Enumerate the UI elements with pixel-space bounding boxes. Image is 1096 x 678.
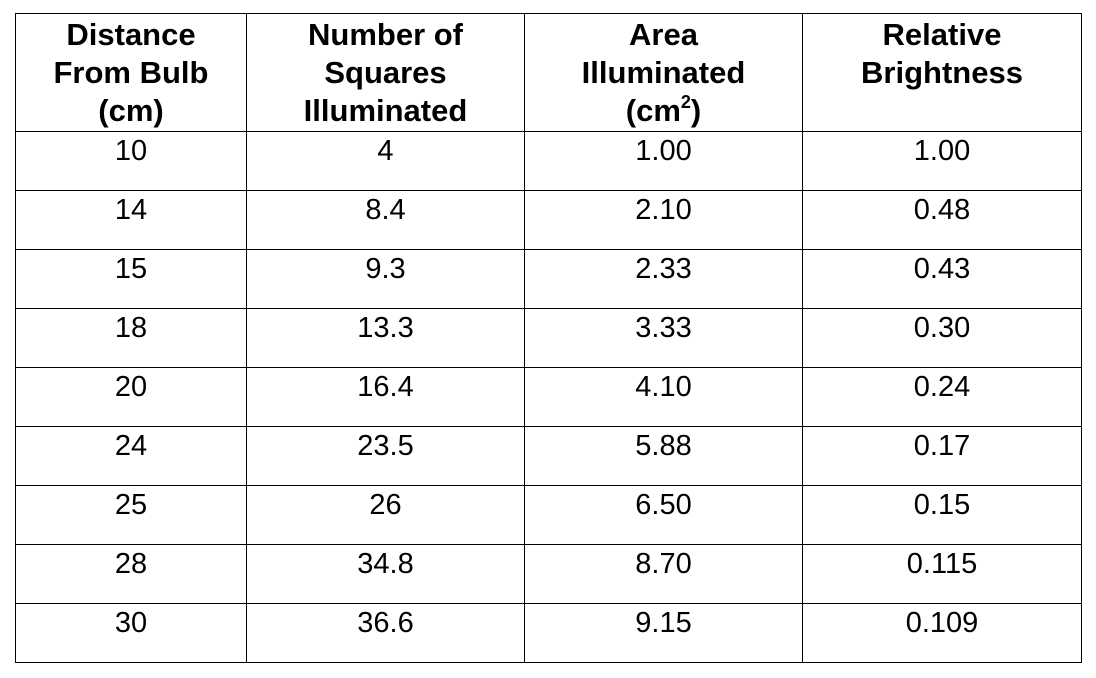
header-area: [525, 14, 803, 132]
squares-cell: 4: [247, 132, 525, 191]
distance-cell: 28: [16, 545, 247, 604]
area-cell: 9.15: [525, 604, 803, 663]
header-area-line-1: Area: [629, 17, 698, 52]
header-row: [16, 14, 1082, 132]
area-cell: 2.10: [525, 191, 803, 250]
brightness-cell: 0.115: [803, 545, 1082, 604]
squares-cell: 9.3: [247, 250, 525, 309]
squares-cell: 34.8: [247, 545, 525, 604]
brightness-cell: 1.00: [803, 132, 1082, 191]
table-row: [16, 250, 1082, 309]
header-squares: [247, 14, 525, 132]
area-cell: 4.10: [525, 368, 803, 427]
area-cell: 1.00: [525, 132, 803, 191]
header-area-line-2: Illuminated: [581, 55, 746, 90]
distance-cell: 30: [16, 604, 247, 663]
table-row: [16, 486, 1082, 545]
brightness-cell: 0.24: [803, 368, 1082, 427]
header-area-unit-exponent: 2: [680, 91, 691, 112]
brightness-cell: 0.15: [803, 486, 1082, 545]
squares-cell: 36.6: [247, 604, 525, 663]
area-cell: 5.88: [525, 427, 803, 486]
header-area-unit-close: ): [690, 93, 702, 128]
header-squares-line-2: Squares: [324, 55, 447, 90]
area-cell: 8.70: [525, 545, 803, 604]
brightness-cell: 0.48: [803, 191, 1082, 250]
header-squares-line-3: Illuminated: [303, 93, 468, 128]
distance-cell: 14: [16, 191, 247, 250]
distance-cell: 25: [16, 486, 247, 545]
distance-cell: 10: [16, 132, 247, 191]
area-cell: 3.33: [525, 309, 803, 368]
data-table: [15, 13, 1082, 663]
brightness-cell: 0.17: [803, 427, 1082, 486]
header-distance-line-2: From Bulb: [53, 55, 209, 90]
distance-cell: 24: [16, 427, 247, 486]
header-brightness-line-1: Relative: [882, 17, 1002, 52]
table-row: [16, 545, 1082, 604]
squares-cell: 8.4: [247, 191, 525, 250]
brightness-cell: 0.109: [803, 604, 1082, 663]
header-distance-line-1: Distance: [66, 17, 196, 52]
table-body: [16, 132, 1082, 663]
area-cell: 2.33: [525, 250, 803, 309]
table-row: [16, 427, 1082, 486]
header-brightness: [803, 14, 1082, 132]
squares-cell: 26: [247, 486, 525, 545]
brightness-cell: 0.43: [803, 250, 1082, 309]
header-brightness-line-2: Brightness: [861, 55, 1023, 90]
area-cell: 6.50: [525, 486, 803, 545]
header-area-unit: (cm: [625, 93, 681, 128]
table-row: [16, 132, 1082, 191]
header-area-line-3: [525, 92, 802, 130]
table-row: [16, 604, 1082, 663]
table-row: [16, 368, 1082, 427]
distance-cell: 18: [16, 309, 247, 368]
distance-cell: 15: [16, 250, 247, 309]
squares-cell: 13.3: [247, 309, 525, 368]
header-distance-line-3: (cm): [98, 93, 164, 128]
header-squares-line-1: Number of: [308, 17, 463, 52]
table-row: [16, 309, 1082, 368]
header-distance: [16, 14, 247, 132]
distance-cell: 20: [16, 368, 247, 427]
squares-cell: 16.4: [247, 368, 525, 427]
table-row: [16, 191, 1082, 250]
squares-cell: 23.5: [247, 427, 525, 486]
brightness-cell: 0.30: [803, 309, 1082, 368]
